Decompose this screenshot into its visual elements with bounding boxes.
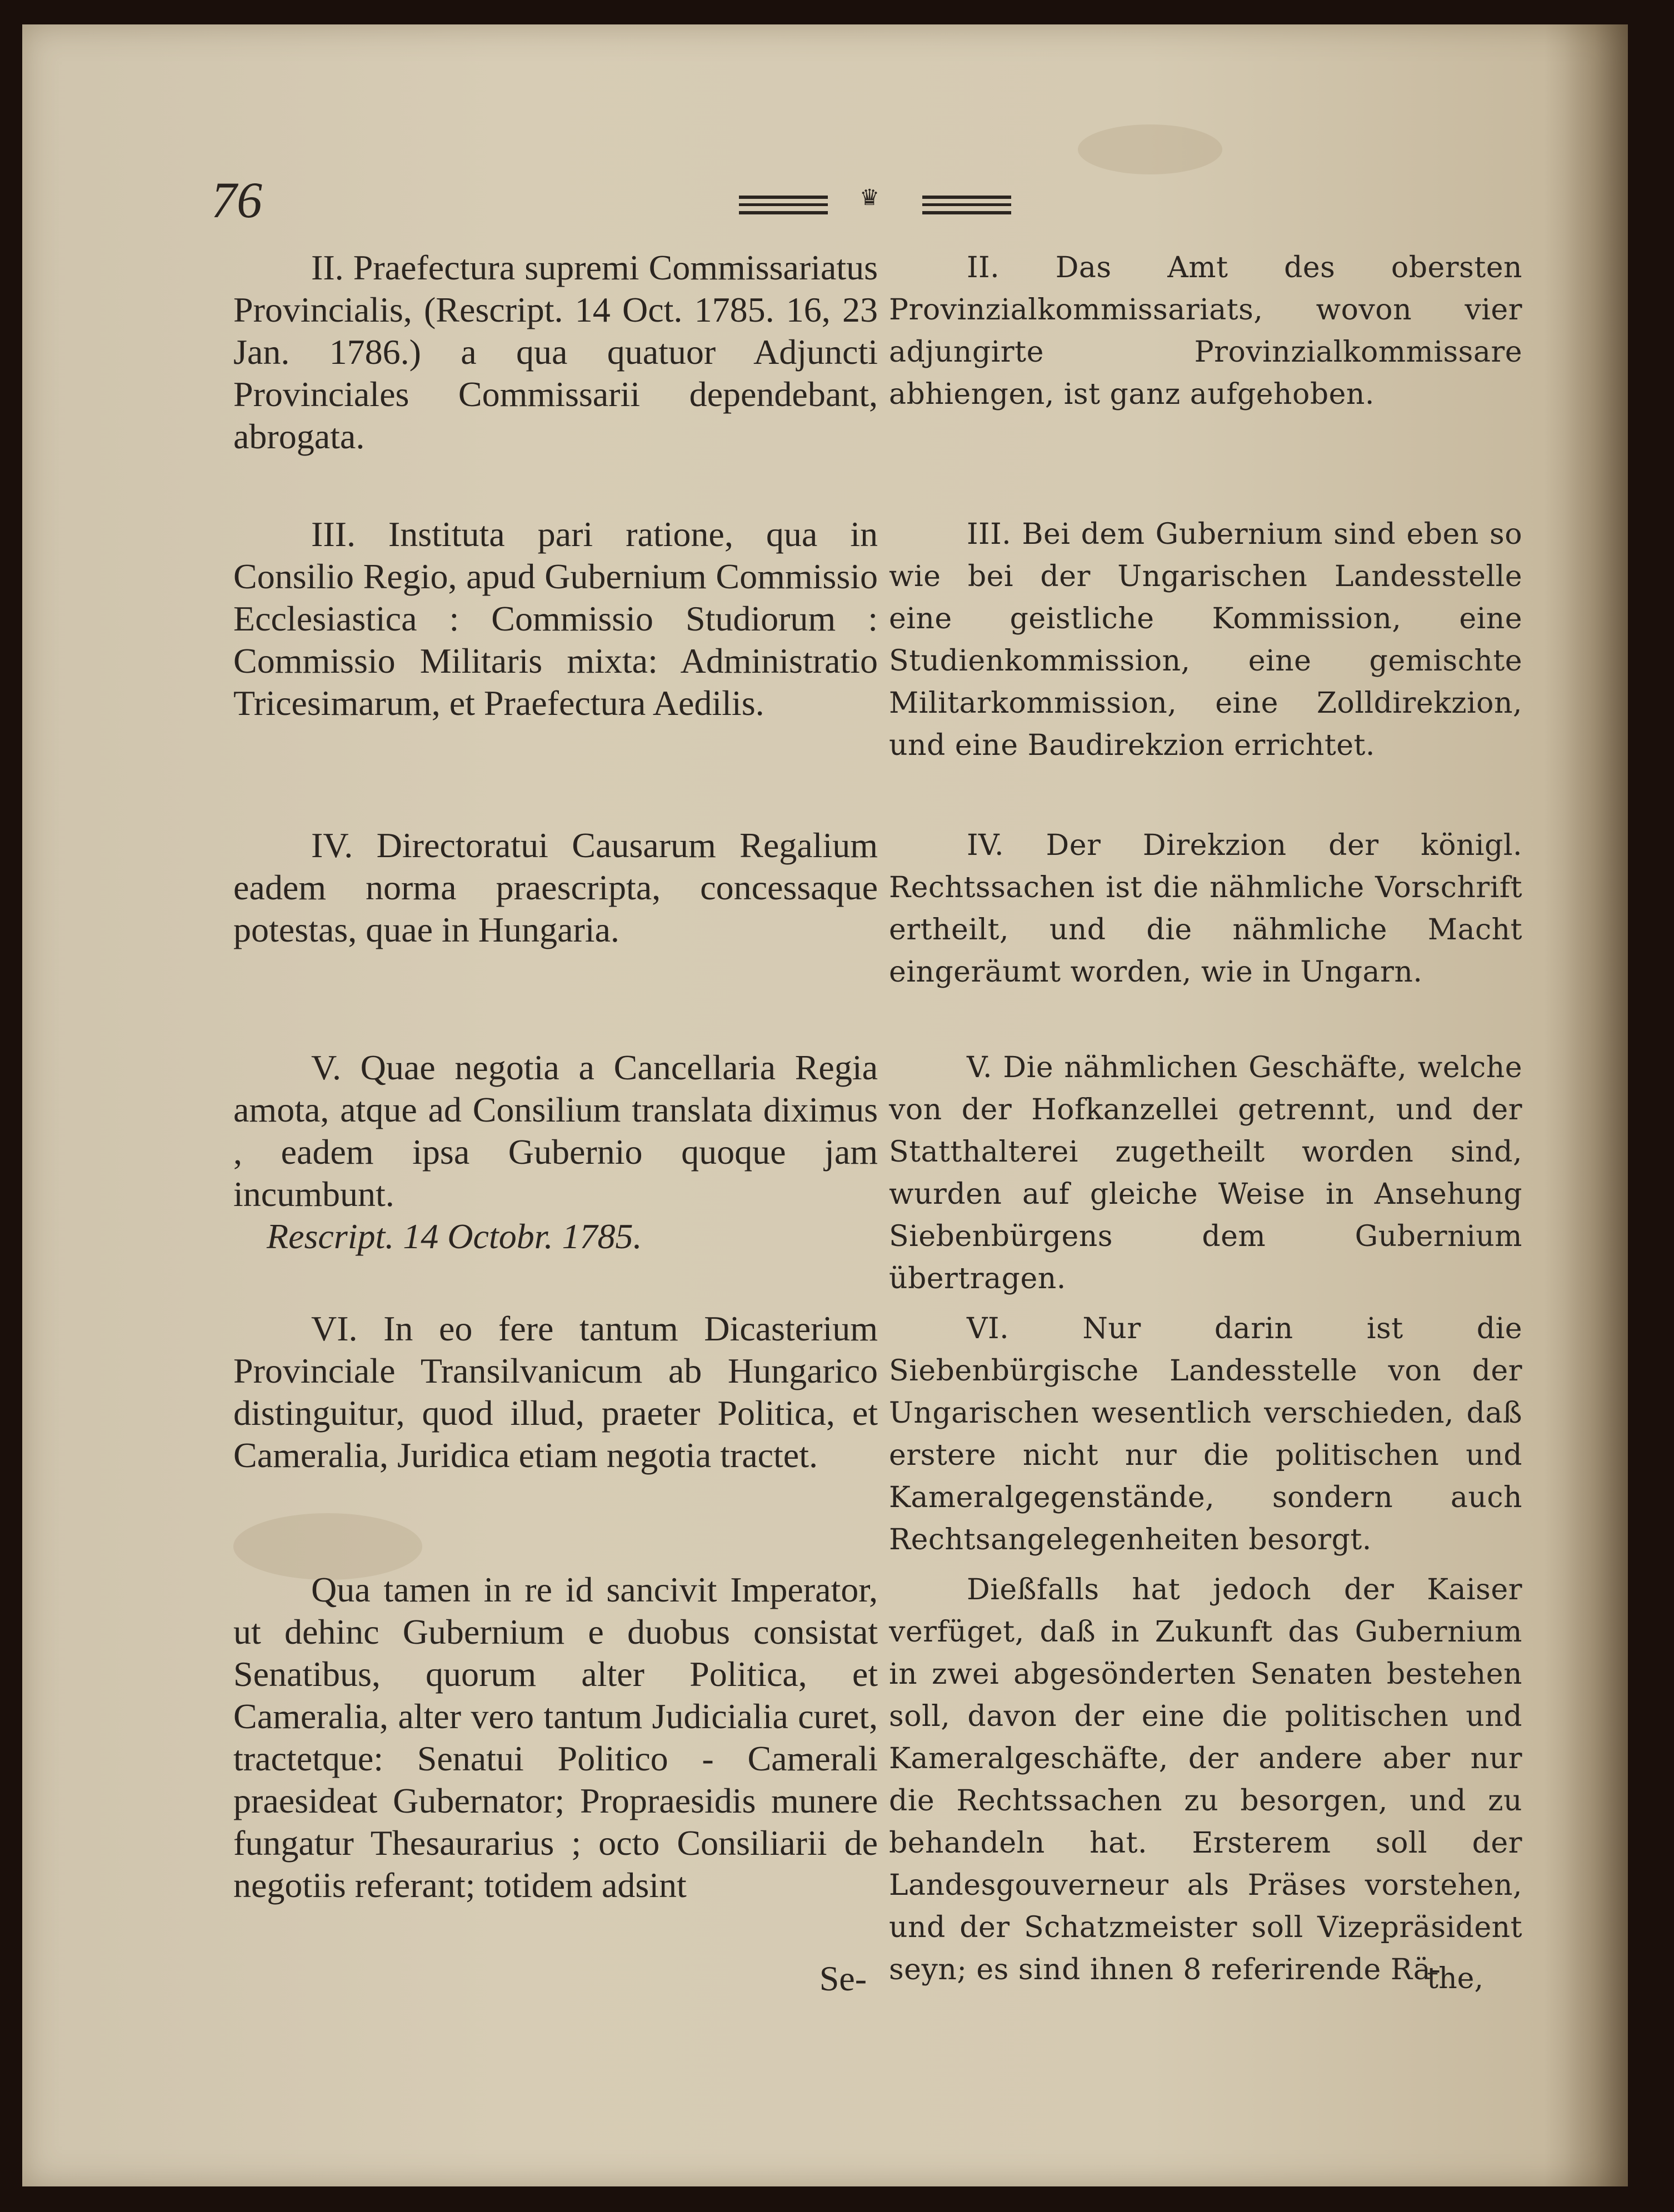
german-paragraph-2: II. Das Amt des obersten Provinzialkommissariats, wovon vier adjungirte Provinzialkommissare abhiengen, ist ganz aufgehoben. (889, 251, 1522, 411)
latin-paragraph-3: III. Instituta pari ratione, qua in Consilio Regio, apud Gubernium Commissio Ecclesiastica : Commissio Studiorum : Commissio Militaris mixta: Administratio Tricesimarum, et Praefectura Aedilis. (233, 514, 878, 723)
ornament-rule-left (739, 196, 828, 214)
latin-paragraph-7: Qua tamen in re id sancivit Imperator, ut dehinc Gubernium e duobus consistat Senatibus, quorum alter Politica, et Cameralia, alter vero tantum Judicialia curet, tractetque: Senatui Politico - Camerali praesideat Gubernator; Propraesidis munere fungatur Thesaurarius ; octo Consiliarii de negotiis referant; totidem adsint (233, 1570, 878, 1905)
german-paragraph-6: VI. Nur darin ist die Siebenbürgische Landesstelle von der Ungarischen wesentlich verschieden, daß erstere nicht nur die politischen und Kameralgegenstände, sondern auch Rechtsangelegenheiten besorgt. (889, 1312, 1522, 1557)
german-paragraph-5: V. Die nähmlichen Geschäfte, welche von der Hofkanzellei getrennt, und der Statthalterei zugetheilt worden sind, wurden auf gleiche Weise in Ansehung Siebenbürgens dem Gubernium übertragen. (889, 1051, 1522, 1295)
german-paragraph-4: IV. Der Direkzion der königl. Rechtssachen ist die nähmliche Vorschrift ertheilt, und die nähmliche Macht eingeräumt worden, wie in Ungarn. (889, 829, 1522, 989)
latin-paragraph-5: V. Quae negotia a Cancellaria Regia amota, atque ad Consilium translata diximus , eadem ipsa Gubernio quoque jam incumbunt. (233, 1048, 878, 1214)
latin-paragraph-4: IV. Directoratui Causarum Regalium eadem norma praescripta, concessaque potestas, quae in Hungaria. (233, 825, 878, 949)
latin-paragraph-6: VI. In eo fere tantum Dicasterium Provinciale Transilvanicum ab Hungarico distinguitur, quod illud, praeter Politica, et Cameralia, Juridica etiam negotia tractet. (233, 1309, 878, 1475)
german-catchword: the, (1427, 1962, 1483, 1995)
latin-catchword: Se- (819, 1959, 867, 1998)
header-ornament (711, 185, 1022, 217)
latin-citation: Rescript. 14 Octobr. 1785. (267, 1217, 642, 1256)
page-number: 76 (211, 172, 262, 228)
ornament-crown-icon: ♛ (860, 185, 880, 210)
latin-paragraph-2: II. Praefectura supremi Commissariatus Provincialis, (Rescript. 14 Oct. 1785. 16, 23 Jan. 1786.) a qua quatuor Adjuncti Provinciales Commissarii dependebant, abrogata. (233, 248, 878, 456)
ornament-rule-right (922, 196, 1011, 214)
german-paragraph-7: Dießfalls hat jedoch der Kaiser verfüget, daß in Zukunft das Gubernium in zwei abgesönderten Senaten bestehen soll, davon der eine die politischen und Kameralgeschäfte, der andere aber nur die Rechtssachen zu besorgen, und zu behandeln hat. Ersterem soll der Landesgouverneur als Präses vorstehen, und der Schatzmeister soll Vizepräsident seyn; es sind ihnen 8 referirende Rä- (889, 1573, 1522, 1986)
page-edge-shadow (1545, 24, 1628, 2186)
german-paragraph-3: III. Bei dem Gubernium sind eben so wie bei der Ungarischen Landesstelle eine geistliche Kommission, eine Studienkommission, eine gemischte Militarkommission, eine Zolldirekzion, und eine Baudirekzion errichtet. (889, 518, 1522, 762)
page-header (22, 158, 1628, 236)
book-page (22, 24, 1628, 2186)
